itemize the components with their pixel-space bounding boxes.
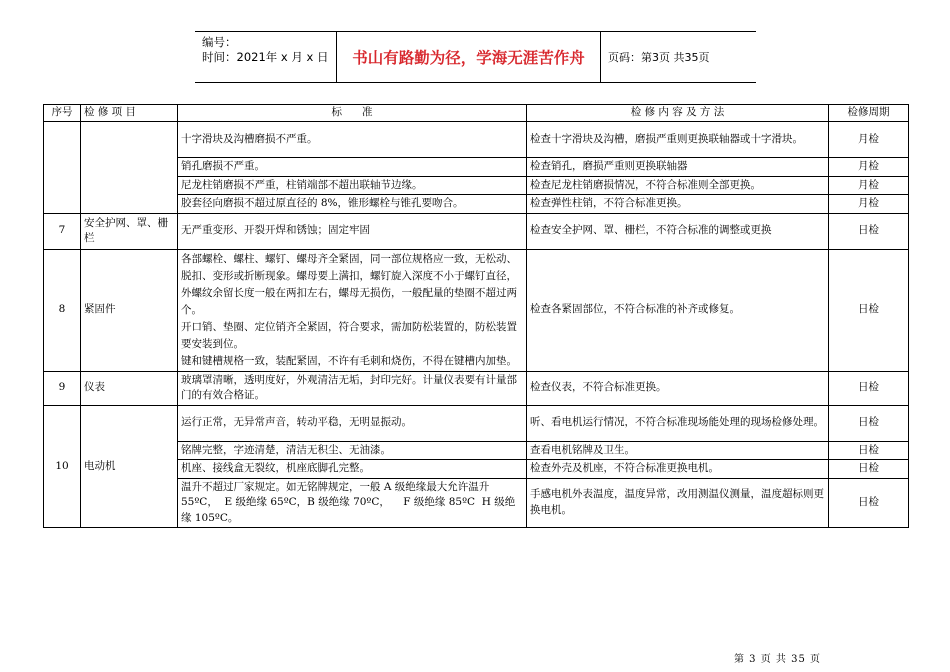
cycle-cell: 月检 (829, 195, 909, 214)
table-header-row (44, 105, 909, 122)
cycle-cell: 日检 (829, 405, 909, 441)
method-cell: 检查弹性柱销，不符合标准更换。 (527, 195, 829, 214)
method-cell: 检查十字滑块及沟槽，磨损严重则更换联轴器或十字滑块。 (527, 122, 829, 158)
standard-cell: 运行正常，无异常声音，转动平稳，无明显振动。 (178, 405, 527, 441)
standard-cell: 铭牌完整，字迹清楚，清洁无积尘、无油漆。 (178, 441, 527, 460)
item-cell: 电动机 (81, 405, 178, 528)
item-cell: 安全护网、罩、栅栏 (81, 213, 178, 249)
cycle-cell: 日检 (829, 371, 909, 405)
standard-cell: 温升不超过厂家规定。如无铭牌规定，一般 A 级绝缘最大允许温升 55ºC， E 级绝缘 65ºC，B 级绝缘 70ºC， F 级绝缘 85ºC H 级绝缘 105ºC。 (178, 478, 527, 528)
header-standard: 标 准 (178, 105, 527, 122)
header-motto: 书山有路勤为径，学海无涯苦作舟 (337, 32, 601, 82)
cycle-cell: 日检 (829, 441, 909, 460)
header-seq: 序号 (44, 105, 81, 122)
method-cell: 检查外壳及机座，不符合标准更换电机。 (527, 460, 829, 479)
maintenance-standards-table (43, 104, 909, 528)
cycle-cell: 日检 (829, 249, 909, 371)
seq-cell: 8 (44, 249, 81, 371)
table-row (44, 371, 909, 405)
standard-cell: 尼龙柱销磨损不严重，柱销端部不超出联轴节边缘。 (178, 176, 527, 195)
seq-cell: 10 (44, 405, 81, 528)
method-cell: 查看电机铭牌及卫生。 (527, 441, 829, 460)
document-time-label: 时间：2021年 x 月 x 日 (202, 50, 329, 64)
cycle-cell: 月检 (829, 158, 909, 177)
item-cell: 紧固件 (81, 249, 178, 371)
method-cell: 手感电机外表温度，温度异常，改用测温仪测量，温度超标则更换电机。 (527, 478, 829, 528)
standard-cell: 机座、接线盒无裂纹，机座底脚孔完整。 (178, 460, 527, 479)
item-cell: 仪表 (81, 371, 178, 405)
header-method: 检 修 内 容 及 方 法 (527, 105, 829, 122)
header-item: 检 修 项 目 (81, 105, 178, 122)
cycle-cell: 日检 (829, 213, 909, 249)
method-cell: 检查尼龙柱销磨损情况，不符合标准则全部更换。 (527, 176, 829, 195)
standard-cell: 胶套径向磨损不超过原直径的 8%，锥形螺栓与锥孔要吻合。 (178, 195, 527, 214)
standard-cell: 无严重变形、开裂开焊和锈蚀；固定牢固 (178, 213, 527, 249)
cycle-cell: 月检 (829, 122, 909, 158)
standard-paragraph: 开口销、垫圈、定位销齐全紧固，符合要求，需加防松装置的，防松装置要安装到位。 (181, 320, 517, 350)
standard-cell: 销孔磨损不严重。 (178, 158, 527, 177)
standard-cell: 玻璃罩清晰，透明度好，外观清洁无垢，封印完好。计量仪表要有计量部门的有效合格证。 (178, 371, 527, 405)
method-cell: 检查各紧固部位，不符合标准的补齐或修复。 (527, 249, 829, 371)
method-cell: 检查仪表，不符合标准更换。 (527, 371, 829, 405)
document-number-label: 编号： (202, 35, 237, 49)
table-row (44, 213, 909, 249)
cycle-cell: 日检 (829, 478, 909, 528)
table-row (44, 249, 909, 371)
table-row (44, 122, 909, 158)
header-meta (195, 32, 337, 82)
standard-cell: 十字滑块及沟槽磨损不严重。 (178, 122, 527, 158)
cycle-cell: 日检 (829, 460, 909, 479)
cycle-cell: 月检 (829, 176, 909, 195)
document-header (195, 31, 756, 83)
seq-cell: 7 (44, 213, 81, 249)
table-row (44, 405, 909, 441)
method-cell: 听、看电机运行情况，不符合标准现场能处理的现场检修处理。 (527, 405, 829, 441)
header-cycle: 检修周期 (829, 105, 909, 122)
page-footer: 第 3 页 共 35 页 (734, 654, 821, 665)
method-cell: 检查销孔，磨损严重则更换联轴器 (527, 158, 829, 177)
seq-cell: 9 (44, 371, 81, 405)
seq-cell-empty (44, 122, 81, 214)
standard-paragraph: 各部螺栓、螺柱、螺钉、螺母齐全紧固，同一部位规格应一致，无松动、脱扣、变形或折断现象。螺母要上满扣，螺钉旋入深度不小于螺钉直径，外螺纹余留长度一般在两扣左右，螺母无损伤，一般配量的垫圈不超过两个。 (181, 252, 517, 316)
header-page-info: 页码：第3页 共35页 (608, 51, 710, 64)
standard-cell (178, 249, 527, 371)
standard-paragraph: 键和键槽规格一致，装配紧固，不许有毛刺和烧伤，不得在键槽内加垫。 (181, 354, 517, 367)
method-cell: 检查安全护网、罩、栅栏，不符合标准的调整或更换 (527, 213, 829, 249)
item-cell-empty (81, 122, 178, 214)
